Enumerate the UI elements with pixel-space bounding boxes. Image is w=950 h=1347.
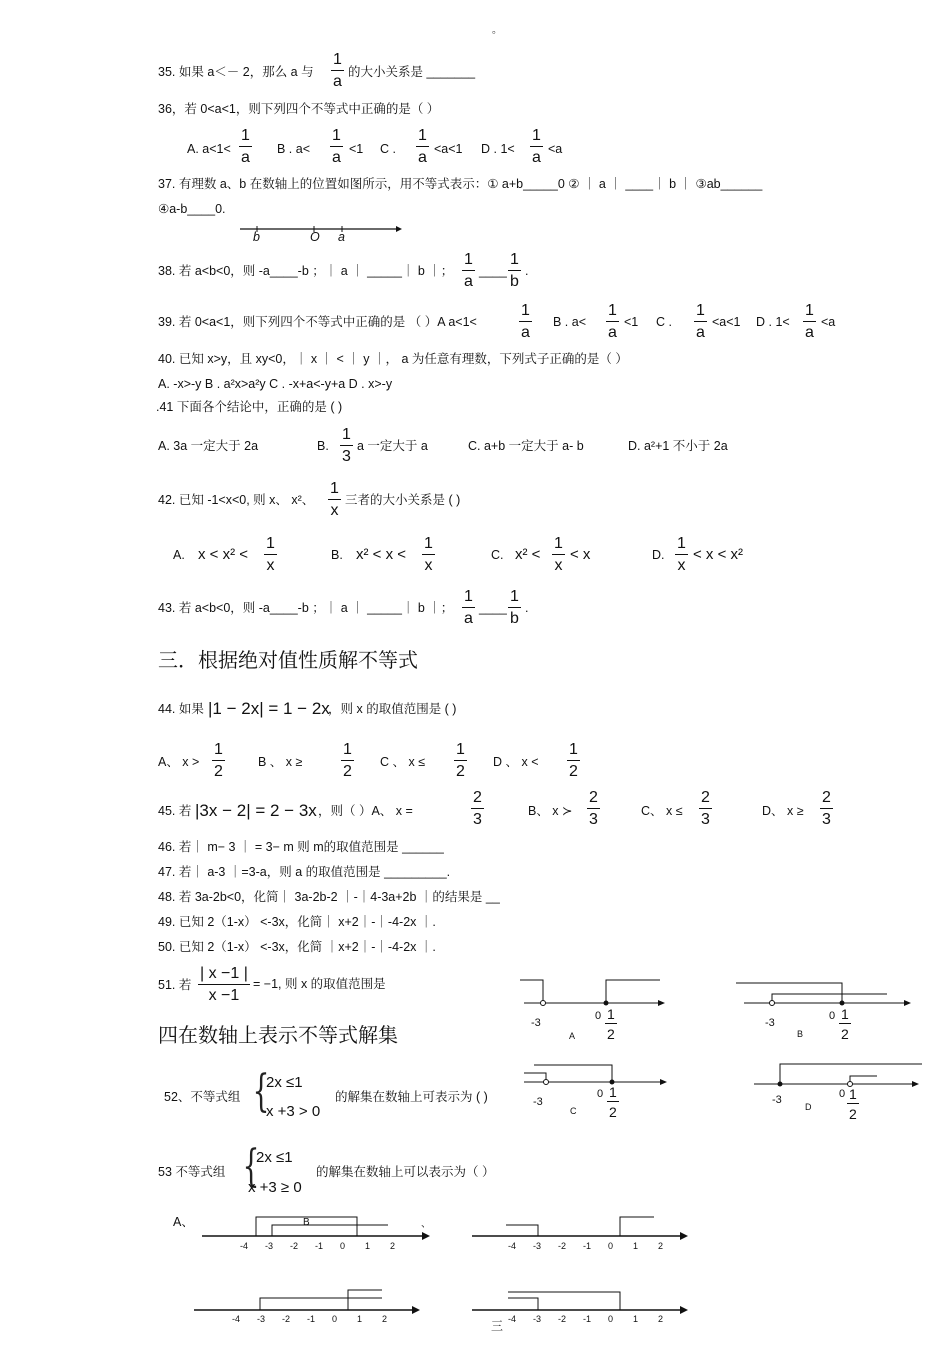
- q44-frac-a: 1 2: [214, 741, 223, 780]
- q37-line2: ④a-b____0.: [158, 202, 226, 216]
- q52-line1: 2x ≤1: [266, 1074, 303, 1091]
- q37-label-a: a: [338, 230, 345, 244]
- q53-tick-label: -3: [257, 1314, 266, 1324]
- q38-frac-b: 1 b: [510, 251, 519, 290]
- q44-frac-d: 1 2: [569, 741, 578, 780]
- q37-number-line: [238, 222, 408, 244]
- q43-text: 43. 若 a<b<0，则 -a____-b ；｜ a ｜ _____｜ b ｜；: [158, 601, 454, 615]
- q42-option-d: D.: [652, 548, 665, 562]
- q39-frac-a: 1 a: [521, 302, 530, 341]
- q53-tick-label: 1: [357, 1314, 363, 1324]
- question-49: 49. 已知 2（1-x） <-3x，化简｜ x+2｜-｜-4-2x ｜.: [158, 915, 436, 929]
- q36-stem: 36，若 0<a<1，则下列四个不等式中正确的是（ ）: [158, 102, 440, 116]
- q52-c-label: C: [570, 1106, 577, 1116]
- q42-frac-c: 1 x: [554, 535, 563, 574]
- q42-option-b-expr: x² < x <: [356, 546, 407, 563]
- q52-d-neg3: -3: [772, 1094, 782, 1106]
- q41-option-d: D. a²+1 不小于 2a: [628, 439, 728, 453]
- q52-c-half: 1 2: [609, 1084, 617, 1120]
- q44-post: ，则 x 的取值范围是 ( ): [328, 702, 457, 716]
- q35-text: 35. 如果 a＜－ 2，那么 a 与: [158, 65, 314, 79]
- q53-tick-label: -3: [265, 1241, 274, 1251]
- q42-option-d-post: < x < x²: [693, 546, 744, 563]
- q52-axis-a: [518, 978, 678, 1038]
- q42-frac: 1 x: [330, 480, 339, 519]
- q42-frac-d: 1 x: [677, 535, 686, 574]
- q53-tick-label: -1: [307, 1314, 316, 1324]
- q51-post: = −1, 则 x 的取值范围是: [253, 977, 386, 991]
- q53-line2: x +3 ≥ 0: [248, 1179, 302, 1196]
- section-3-heading: 三．根据绝对值性质解不等式: [158, 648, 418, 672]
- q36-option-b-post: <1: [349, 142, 364, 156]
- q42-tail: 三者的大小关系是 ( ): [345, 493, 461, 507]
- q53-axis-b: [470, 1213, 710, 1243]
- q53-tick-label: -2: [558, 1241, 567, 1251]
- q53-tick-label: 2: [658, 1314, 664, 1324]
- q45-frac-d: 2 3: [822, 789, 831, 828]
- q44-pre: 44. 如果: [158, 702, 204, 716]
- q53-tick-label: -1: [315, 1241, 324, 1251]
- q42-frac-a: 1 x: [266, 535, 275, 574]
- q38-blank: ____: [479, 264, 507, 278]
- q53-tick-label: 1: [633, 1314, 639, 1324]
- q53-tick-label: 0: [608, 1314, 614, 1324]
- q53-tick-label: -4: [240, 1241, 249, 1251]
- q44-frac-c: 1 2: [456, 741, 465, 780]
- q45-option-d: D、 x ≥: [762, 804, 804, 818]
- q51-fraction: | x −1 | x −1: [200, 965, 248, 1004]
- q53-tick-label: 1: [365, 1241, 371, 1251]
- q53-axis-a: [200, 1213, 440, 1243]
- q40-options: A. -x>-y B . a²x>a²y C . -x+a<-y+a D . x>-y: [158, 377, 393, 391]
- q53-pre: 53 不等式组: [158, 1165, 226, 1179]
- q39-option-c-post: <a<1: [712, 315, 741, 329]
- q45-option-c: C、 x ≤: [641, 804, 683, 818]
- q53-tick-label: 2: [390, 1241, 396, 1251]
- q42-option-a-expr: x < x² <: [198, 546, 249, 563]
- q41-text: .41 下面各个结论中，正确的是 ( ): [156, 400, 343, 414]
- q53-a-label: A、: [173, 1215, 194, 1229]
- q36-frac-c: 1 a: [418, 127, 427, 166]
- q41-frac-b: 1 3: [342, 426, 351, 465]
- q38-text: 38. 若 a<b<0，则 -a____-b ；｜ a ｜ _____｜ b ｜；: [158, 264, 454, 278]
- q52-c-neg3: -3: [533, 1096, 543, 1108]
- q44-option-a: A、 x >: [158, 755, 200, 769]
- q52-a-neg3: -3: [531, 1017, 541, 1029]
- q39-frac-c: 1 a: [696, 302, 705, 341]
- q53-tick-label: -3: [533, 1241, 542, 1251]
- q45-post: ，则（ ）A、 x =: [318, 804, 413, 818]
- q53-axis-d: [470, 1286, 710, 1316]
- q52-b-zero: 0: [829, 1010, 836, 1022]
- q39-option-d: D . 1<: [756, 315, 790, 329]
- q53-tick-label: 0: [608, 1241, 614, 1251]
- q43-blank: ____: [479, 601, 507, 615]
- q41-option-c: C. a+b 一定大于 a- b: [468, 439, 584, 453]
- q53-tick-label: -1: [583, 1314, 592, 1324]
- q45-frac-b: 2 3: [589, 789, 598, 828]
- q52-c-zero: 0: [597, 1088, 604, 1100]
- q53-tick-label: 1: [633, 1241, 639, 1251]
- q53-post: 的解集在数轴上可以表示为（ ）: [316, 1165, 495, 1179]
- q39-option-d-post: <a: [821, 315, 836, 329]
- q36-option-c-post: <a<1: [434, 142, 463, 156]
- q52-d-label: D: [805, 1102, 812, 1112]
- q53-tick-label: -3: [533, 1314, 542, 1324]
- q53-b-label: B: [303, 1217, 310, 1228]
- q42-option-b: B.: [331, 548, 343, 562]
- q36-option-c: C .: [380, 142, 396, 156]
- q39-option-b-post: <1: [624, 315, 639, 329]
- q53-line1: 2x ≤1: [256, 1149, 293, 1166]
- q38-frac-a: 1 a: [464, 251, 473, 290]
- q35-tail: 的大小关系是 _______: [348, 65, 476, 79]
- q52-a-label: A: [569, 1031, 576, 1041]
- q43-frac-a: 1 a: [464, 588, 473, 627]
- q41-option-a: A. 3a 一定大于 2a: [158, 439, 259, 453]
- question-50: 50. 已知 2（1-x） <-3x，化简 ｜x+2｜-｜-4-2x ｜.: [158, 940, 436, 954]
- q53-tick-label: -1: [583, 1241, 592, 1251]
- q36-frac-d: 1 a: [532, 127, 541, 166]
- q51-pre: 51. 若: [158, 978, 192, 992]
- q52-b-half: 1 2: [841, 1006, 849, 1042]
- section-4-heading: 四在数轴上表示不等式解集: [158, 1023, 398, 1047]
- q53-tick-label: -4: [232, 1314, 241, 1324]
- q41-option-b: B.: [317, 439, 329, 453]
- q38-end: .: [525, 264, 529, 278]
- q44-option-b: B 、 x ≥: [258, 755, 303, 769]
- q52-b-label: B: [797, 1029, 804, 1039]
- q53-tick-label: 0: [340, 1241, 346, 1251]
- q53-tick-label: -4: [508, 1241, 517, 1251]
- q53-axis-c: [192, 1286, 432, 1316]
- q52-a-zero: 0: [595, 1010, 602, 1022]
- q39-option-c: C .: [656, 315, 672, 329]
- page-dot: 。: [492, 25, 502, 36]
- q52-pre: 52、不等式组: [164, 1090, 241, 1104]
- q36-option-d-post: <a: [548, 142, 563, 156]
- q52-axis-b: [732, 978, 922, 1038]
- q52-post: 的解集在数轴上可表示为 ( ): [335, 1090, 488, 1104]
- q53-tick-label: 2: [382, 1314, 388, 1324]
- q52-b-neg3: -3: [765, 1017, 775, 1029]
- q53-tick-label: -2: [290, 1241, 299, 1251]
- q42-option-c-expr: x² <: [515, 546, 541, 563]
- q44-option-c: C 、 x ≤: [380, 755, 426, 769]
- q37-label-o: O: [310, 230, 320, 244]
- q44-expr: |1 − 2x| = 1 − 2x: [208, 699, 330, 718]
- q45-frac-a: 2 3: [473, 789, 482, 828]
- q39-text: 39. 若 0<a<1，则下列四个不等式中正确的是 （ ）A a<1<: [158, 315, 477, 329]
- q44-frac-b: 1 2: [343, 741, 352, 780]
- q53-brace: {: [242, 1141, 260, 1192]
- q42-option-c-post: < x: [570, 546, 591, 563]
- q36-frac-b: 1 a: [332, 127, 341, 166]
- q37-label-b: b: [253, 230, 260, 244]
- q45-expr: |3x − 2| = 2 − 3x: [195, 801, 317, 820]
- q41-option-b-post: a 一定大于 a: [357, 439, 428, 453]
- q35-fraction: 1 a: [333, 51, 342, 90]
- q36-option-d: D . 1<: [481, 142, 515, 156]
- q39-frac-b: 1 a: [608, 302, 617, 341]
- question-48: 48. 若 3a-2b<0，化简｜ 3a-2b-2 ｜-｜4-3a+2b ｜的结果是 __: [158, 890, 500, 904]
- q36-option-a: A. a<1<: [187, 142, 231, 156]
- q36-option-b: B . a<: [277, 142, 311, 156]
- q52-brace: {: [252, 1066, 270, 1117]
- q45-frac-c: 2 3: [701, 789, 710, 828]
- q37-text: 37. 有理数 a、b 在数轴上的位置如图所示，用不等式表示：① a+b_____0 ② ｜ a ｜ ____｜ b ｜ ③ab______: [158, 177, 763, 191]
- question-46: 46. 若｜ m− 3 ｜ = 3− m 则 m的取值范围是 ______: [158, 840, 444, 854]
- q42-option-c: C.: [491, 548, 504, 562]
- q53-tick-label: 0: [332, 1314, 338, 1324]
- q42-frac-b: 1 x: [424, 535, 433, 574]
- q39-frac-d: 1 a: [805, 302, 814, 341]
- q53-comma: 、: [421, 1219, 431, 1230]
- q36-frac-a: 1 a: [241, 127, 250, 166]
- q53-tick-label: -2: [282, 1314, 291, 1324]
- q42-option-a: A.: [173, 548, 185, 562]
- q52-line2: x +3 > 0: [266, 1103, 321, 1120]
- q52-d-zero: 0: [839, 1088, 846, 1100]
- q53-tick-label: 2: [658, 1241, 664, 1251]
- page-footer-mark: 三: [491, 1319, 504, 1333]
- q53-tick-label: -2: [558, 1314, 567, 1324]
- q52-d-half: 1 2: [849, 1086, 857, 1122]
- q40-text: 40. 已知 x>y，且 xy<0，｜ x ｜ < ｜ y ｜， a 为任意有理数，下列式子正确的是（ ）: [158, 352, 628, 366]
- q42-text: 42. 已知 -1<x<0, 则 x、 x²、: [158, 493, 315, 507]
- question-47: 47. 若｜ a-3 ｜=3-a，则 a 的取值范围是 _________.: [158, 865, 451, 879]
- q45-pre: 45. 若: [158, 804, 192, 818]
- q45-option-b: B、 x ≻: [528, 804, 573, 818]
- q39-option-b: B . a<: [553, 315, 587, 329]
- q43-frac-b: 1 b: [510, 588, 519, 627]
- q43-end: .: [525, 601, 529, 615]
- q52-a-half: 1 2: [607, 1006, 615, 1042]
- q53-tick-label: -4: [508, 1314, 517, 1324]
- q44-option-d: D 、 x <: [493, 755, 539, 769]
